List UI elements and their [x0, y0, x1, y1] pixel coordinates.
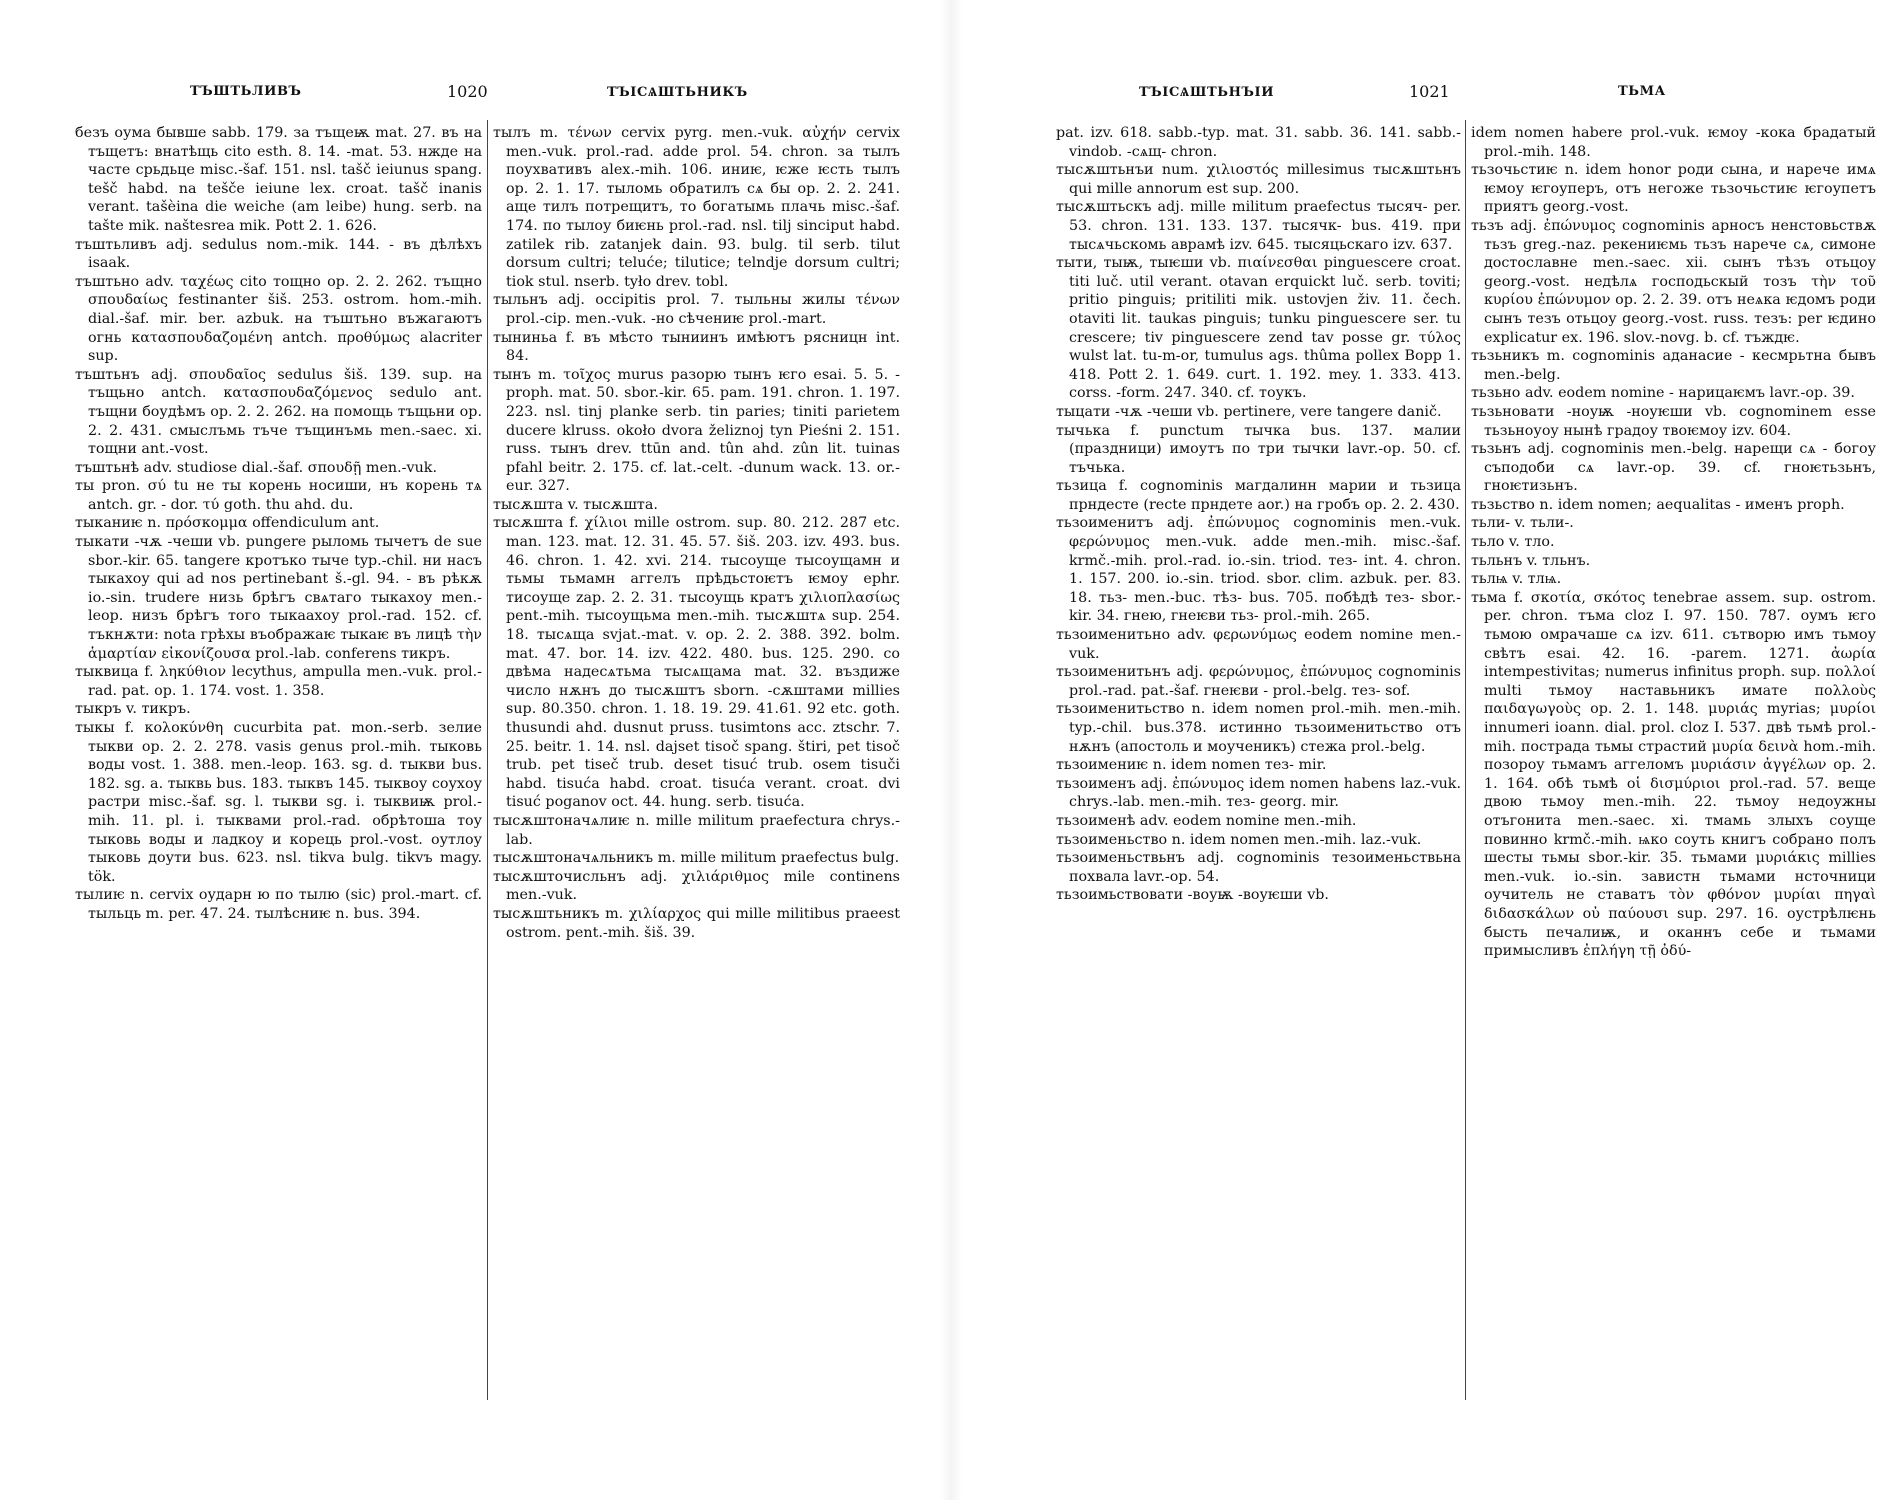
- dictionary-entry: тысѫштьникъ m. χιλίαρχος qui mille militibus praeest ostrom. pent.-mih. šiš. 39.: [493, 905, 900, 941]
- dictionary-entry: тьзъ adj. ἐπώνυμος cognominis арносъ ненстовьствѫ тьзъ greg.-naz. рекениѥмь тьзъ нарече сѧ, симоне достославне men.-saec. xii. сынъ тѣзъ отьцоу georg.-vost. недѣлѧ господьскый тозъ τὴν τοῦ κυρίου ἐπώνυμον op. 2. 2. 39. отъ неѧка ѥдомъ роди сынъ тезъ отьцоу georg.-vost. russ. тезъ: per ѥдино explicatur ex. 196. slov.-novg. b. cf. тъждѥ.: [1471, 217, 1876, 346]
- column-right: [1471, 124, 1876, 1399]
- dictionary-entry: тьзоименитьство n. idem nomen prol.-mih. men.-mih. typ.-chil. bus.378. истинно тьзоименитьство отъ нѫнъ (апостоль и моученикъ) стежа prol.-belg.: [1056, 701, 1461, 755]
- running-head-left: ТЪШТЬЛИВЪ: [190, 84, 302, 99]
- page-number: 1020: [447, 82, 488, 101]
- dictionary-entry: тьзица f. cognominis магдалинн марии и тьзица прндесте (recte прндете aor.) на гробъ op. 2. 2. 430.: [1056, 478, 1461, 513]
- dictionary-entry: тыквица f. ληκύθιον lecythus, ampulla men.-vuk. prol.-rad. pat. op. 1. 174. vost. 1. 358.: [75, 664, 482, 699]
- dictionary-entry: pat. izv. 618. sabb.-typ. mat. 31. sabb. 36. 141. sabb.-vindob. -сѧщ- chron.: [1056, 125, 1461, 160]
- column-divider: [487, 120, 488, 1400]
- dictionary-entry: тыканиѥ n. πρόσκομμα offendiculum ant.: [75, 515, 380, 532]
- dictionary-entry: тьли- v. тьли-.: [1471, 515, 1574, 532]
- dictionary-entry: ты pron. σύ tu не ты корень носиши, нъ корень тѧ antch. gr. - dor. τύ goth. thu ahd. du.: [75, 478, 482, 513]
- column-left: [1056, 124, 1461, 1399]
- dictionary-entry: тьзоименитъ adj. ἐπώνυμος cognominis men.-vuk. φερώνυμος men.-vuk. adde men.-mih. misc.-šaf. krmč.-mih. prol.-rad. io.-sin. triod. тез- int. 4. chron. 1. 157. 200. io.-sin. triod. sbor. clim. azbuk. per. 83. 18. тьз- men.-buc. тѣз- bus. 705. побѣдѣ тез- sbor.-kir. 34. гнею, гнеѥви тьз- prol.-mih. 265.: [1056, 515, 1461, 625]
- column-divider: [1465, 120, 1466, 1400]
- dictionary-entry: тьзоименьство n. idem nomen men.-mih. laz.-vuk.: [1056, 831, 1422, 848]
- dictionary-entry: тьзьнъ adj. cognominis men.-belg. нарещи сѧ - богоу съподоби сѧ lavr.-op. 39. cf. гноѥтьзьнъ, гноѥтизьнъ.: [1471, 441, 1876, 495]
- dictionary-entry: тъштьнѣ adv. studiose dial.-šaf. σπουδῇ men.-vuk.: [75, 459, 437, 476]
- dictionary-entry: тьзоимьствовати -воуѭ -воуѥши vb.: [1056, 887, 1329, 904]
- dictionary-entry: тысѫшта v. тысѫшта.: [493, 496, 658, 513]
- dictionary-entry: тысѫштоначѧлиѥ n. mille militum praefectura chrys.-lab.: [493, 812, 900, 848]
- dictionary-entry: тыкати -чѫ -чеши vb. pungere рыломь тычетъ de sue sbor.-kir. 65. tangere кротъко тыче typ.-chil. ни насъ тыкахоу qui ad nos pertinebant š.-gl. 94. - въ рѣкѫ io.-sin. trudere низь брѣгъ свѧтаго тыкахоу men.-leop. низъ брѣгъ того тыкаахоу prol.-rad. 152. cf. тъкнѫти: nota грѣхы въображаѥ тыкаѥ въ лицѣ τὴν ἁμαρτίαν εἰκονίζουσα prol.-lab. conferens тикръ.: [75, 534, 482, 662]
- right-page: [951, 0, 1902, 1500]
- dictionary-entry: тылиѥ n. cervix оударн ю по тылю (sic) prol.-mart. cf. тыльць m. per. 47. 24. тылѣсниѥ n. bus. 394.: [75, 887, 482, 922]
- dictionary-entry: тьзоименьствьнъ adj. cognominis тезоименьствьна похвала lavr.-op. 54.: [1056, 850, 1461, 885]
- dictionary-entry: тьма f. σκοτία, σκότος tenebrae assem. sup. ostrom. per. chron. тъма cloz I. 97. 150. 787. оумъ ѥго тьмою омрачаше сѧ izv. 611. сътворю имъ тьмоу свѣтъ esai. 42. 16. -parem. 1271. ἀωρία intempestivitas; numerus infinitus proph. sup. πολλοί multi тьмоу наставьникъ имате πολλοὺς παιδαγωγοὺς op. 2. 1. 148. μυριάς myrias; μυρίοι innumeri ioann. dial. prol. cloz I. 537. двѣ тьмѣ prol.-mih. пострада тьмы страстий μυρία δεινὰ hom.-mih. позороу тьмамъ аггеломъ μυριάσιν ἀγγέλων op. 2. 1. 164. обѣ тьмѣ οἱ δισμύριοι prol.-rad. 57. веще двою тьмоу men.-mih. 22. тьмоу недоужны отъгонита men.-saec. xi. тмамь злыхъ соуще повинно krmč.-mih. ѩко соуть книгъ собрано полъ шесты тьмы sbor.-kir. 35. тьмами μυριάκις millies men.-vuk. io.-sin. завистн тьмами нсточници оучитель не ставатъ τὸν φθόνον μυρίαι πηγαὶ διδασκάλων οὐ παύουσι sup. 297. 16. оустрѣлѥнь бысть печалиѭ, и оканнъ себе и тьмами примысливъ ἐπλήγη τῇ ὀδύ-: [1471, 589, 1876, 960]
- page-number: 1021: [1409, 82, 1450, 101]
- dictionary-entry: тьло v. тло.: [1471, 534, 1555, 551]
- dictionary-entry: тьлѩ v. тлѩ.: [1471, 571, 1562, 588]
- dictionary-entry: безъ оума бывше sabb. 179. за тъщеѭ mat. 27. въ на тъщетъ: внатѣщь cito esth. 8. 14. -mat. 53. нжде на часте срьдьце misc.-šaf. 151. nsl. tašč ieiunus spang. tešč habd. na tešče ieiune lex. croat. tašč inanis verant. tašèina die weiche (am leibe) hung. serb. na tašte mik. naštesrea mik. Pott 2. 1. 626.: [75, 125, 482, 234]
- dictionary-entry: тьзьство n. idem nomen; aequalitas - именъ proph.: [1471, 496, 1845, 513]
- dictionary-entry: тысѫштьскъ adj. mille militum praefectus тысяч- per. 53. chron. 131. 133. 137. тысячк- bus. 419. при тысѧчьскомь аврамѣ izv. 645. тысяцьскаго izv. 637.: [1056, 199, 1461, 253]
- dictionary-entry: тъштьливъ adj. sedulus nom.-mik. 144. - въ дѣлѣхъ isaak.: [75, 236, 482, 272]
- page-header: [0, 84, 951, 108]
- page-header: [951, 84, 1902, 108]
- dictionary-entry: тыкръ v. тикръ.: [75, 701, 191, 718]
- dictionary-entry: тъштьнъ adj. σπουδαῖος sedulus šiš. 139. sup. на тъщьно antch. κατασπουδαζόμενος sedulo ant. тъщни боудѣмъ op. 2. 2. 262. на помощь тъщьни op. 2. 2. 431. смыслъмь тъче тъщинъмь men.-saec. xi. тощни ant.-vost.: [75, 366, 482, 458]
- dictionary-entry: тыцати -чѫ -чеши vb. pertinere, vere tangere danič.: [1056, 403, 1442, 420]
- dictionary-entry: тысѫшта f. χίλιοι mille ostrom. sup. 80. 212. 287 etc. man. 123. mat. 12. 31. 45. 57. šiš. 203. izv. 493. bus. 46. chron. 1. 42. xvi. 214. тысоуще тысоущамн и тьмы тьмамн аггелъ прѣдьстоѥтъ ѥмоу ephr. тисоуще zap. 2. 2. 31. тысоущь кратъ χιλιοπλασίως pent.-mih. тысоущьма men.-mih. тысѫштѧ sup. 254. 18. тысѧща svjat.-mat. v. op. 2. 2. 388. 392. bolm. mat. 47. bor. 14. izv. 422. 480. bus. 125. 290. со двѣма надесѧтьма тысѧщама mat. 32. въздиже число нѫнъ до тысѫштъ sborn. -сѫштами millies sup. 80.350. chron. 1. 18. 19. 29. 41.61. 92 etc. goth. thusundi ahd. dusnut pruss. tusimtons acc. ztschr. 7. 25. beitr. 1. 14. nsl. dajset tisoč spang. štiri, pet tisoč trub. pet tiseč trub. deset tisuć trub. osem tisuči habd. tisuća habd. croat. tisuća verant. croat. dvi tisuć poganov oct. 44. hung. serb. tisuća.: [493, 515, 900, 811]
- dictionary-entry: тьзоименѣ adv. eodem nomine men.-mih.: [1056, 812, 1357, 829]
- running-head-right: ТЪІСѦШТЬНИКЪ: [607, 85, 748, 100]
- running-head-left: ТЪІСѦШТЬНЪІИ: [1139, 85, 1275, 100]
- dictionary-entry: тьзьникъ m. cognominis аданасие - кесмрьтна бывъ men.-belg.: [1471, 348, 1876, 383]
- dictionary-entry: тыти, тыѭ, тыѥши vb. πιαίνεσθαι pinguescere croat. titi luč. util verant. otavan erquickt luč. serb. toviti; pritio pinguis; pritiliti mik. ustovjen živ. 11. čech. otaviti lit. taukas pinguis; tunku pinguescere ser. tu crescere; tiv pinguescere zend tav posse gr. τύλος wulst lat. tu-m-or, tumulus ags. thûma pollex Bopp 1. 418. Pott 2. 1. 649. curt. 1. 192. mey. 1. 333. 413. corss. -form. 247. 340. cf. тоукъ.: [1056, 255, 1461, 402]
- dictionary-entry: тьзоименитьнъ adj. φερώνυμος, ἐπώνυμος cognominis prol.-rad. pat.-šaf. гнеѥви - prol.-belg. тез- sof.: [1056, 664, 1461, 699]
- dictionary-entry: тьзоименъ adj. ἐπώνυμος idem nomen habens laz.-vuk. chrys.-lab. men.-mih. тез- georg. mir.: [1056, 775, 1461, 811]
- dictionary-entry: idem nomen habere prol.-vuk. ѥмоу -кока брадатый prol.-mih. 148.: [1471, 125, 1876, 160]
- running-head-right: ТЬМА: [1618, 84, 1666, 99]
- dictionary-entry: тьльнъ v. тльнъ.: [1471, 552, 1591, 569]
- dictionary-entry: тьзоименитьно adv. φερωνύμως eodem nomine men.-vuk.: [1056, 627, 1461, 662]
- dictionary-entry: тысѫштоначѧльникъ m. mille militum praefectus bulg.: [493, 850, 900, 867]
- dictionary-entry: тысѫштьнъи num. χιλιοστός millesimus тысѫштьнъ qui mille annorum est sup. 200.: [1056, 162, 1461, 197]
- dictionary-entry: тысѫшточисльнъ adj. χιλιάριθμος mile continens men.-vuk.: [493, 868, 900, 904]
- dictionary-entry: тьзьно adv. eodem nomine - нарицаѥмъ lavr.-op. 39.: [1471, 385, 1855, 402]
- dictionary-entry: тынъ m. τοῖχος murus разорю тынъ ѥго esai. 5. 5. -proph. mat. 50. sbor.-kir. 65. pam. 191. chron. 1. 197. 223. nsl. tinj planke serb. tin paries; tiniti parietem ducere klruss. około dvora želiznoj tyn Pieśni 2. 151. russ. тынъ drev. ttūn and. tûn ahd. zûn lit. tuinas pfahl beitr. 2. 175. cf. lat.-celt. -dunum wack. 13. or.-eur. 327.: [493, 366, 900, 495]
- dictionary-entry: тьзочьстиѥ n. idem honor роди сына, и нарече имѧ ѥмоу ѥгоуперъ, отъ негоже тьзочьстиѥ ѥгоупетъ приятъ georg.-vost.: [1471, 162, 1876, 216]
- column-right: [493, 124, 900, 1399]
- column-left: [75, 124, 482, 1399]
- dictionary-entry: тьзоимениѥ n. idem nomen тез- mir.: [1056, 757, 1327, 774]
- dictionary-entry: тыниньа f. въ мѣсто тыниинъ имѣютъ рясницн int. 84.: [493, 329, 900, 365]
- dictionary-entry: тьзьновати -ноуѭ -ноуѥши vb. cognominem esse тьзьноуоу нынѣ градоу твоѥмоу izv. 604.: [1471, 403, 1876, 439]
- dictionary-entry: тычька f. punctum тычка bus. 137. малии (праздници) имоутъ по три тычки lavr.-op. 50. cf. тъчька.: [1056, 422, 1461, 476]
- dictionary-entry: тъштьно adv. ταχέως cito тощно op. 2. 2. 262. тъщно σπουδαίως festinanter šiš. 253. ostrom. hom.-mih. dial.-šaf. mir. ber. azbuk. на тъштьно въжагаютъ огнь κατασπουδαζομένη antch. προθύμως alacriter sup.: [75, 273, 482, 365]
- dictionary-entry: тылъ m. τένων cervix pyrg. men.-vuk. αὐχήν cervix men.-vuk. prol.-rad. adde prol. 54. chron. за тылъ поухвативъ alex.-mih. 106. иниѥ, ѥже ѥсть тылъ op. 2. 1. 17. тыломь обратилъ сѧ бы op. 2. 2. 241. аще тилъ потрещитъ, то богатымь плачь misc.-šaf. 174. по тылоу биѥнь prol.-rad. nsl. tilj sinciput habd. zatilek rib. zatanjek dain. 93. bulg. til serb. tilut dorsum cultri; teluće; tilutice; telndje dorsum cultri; tiok stul. nserb. tyło drev. tobl.: [493, 125, 900, 290]
- dictionary-entry: тыкы f. κολοκύνθη cucurbita pat. mon.-serb. зелие тыкви op. 2. 2. 278. vasis genus prol.-mih. тыковь воды vost. 1. 388. men.-leop. 163. sg. d. тыкви bus. 182. sg. a. тыквь bus. 183. тыквъ 145. тыквоу соухоу растри misc.-šaf. sg. l. тыкви sg. i. тыквиѭ prol.-mih. 11. pl. i. тыквами prol.-rad. обрѣтоша тоу тыковь воды и ладкоу и корець prol.-vost. оутлоу тыковь доути bus. 623. nsl. tikva bulg. tikvъ magy. tök.: [75, 720, 482, 885]
- dictionary-entry: тыльнъ adj. occipitis prol. 7. тыльны жилы τένων prol.-cip. men.-vuk. -но сѣчениѥ prol.-mart.: [493, 292, 900, 327]
